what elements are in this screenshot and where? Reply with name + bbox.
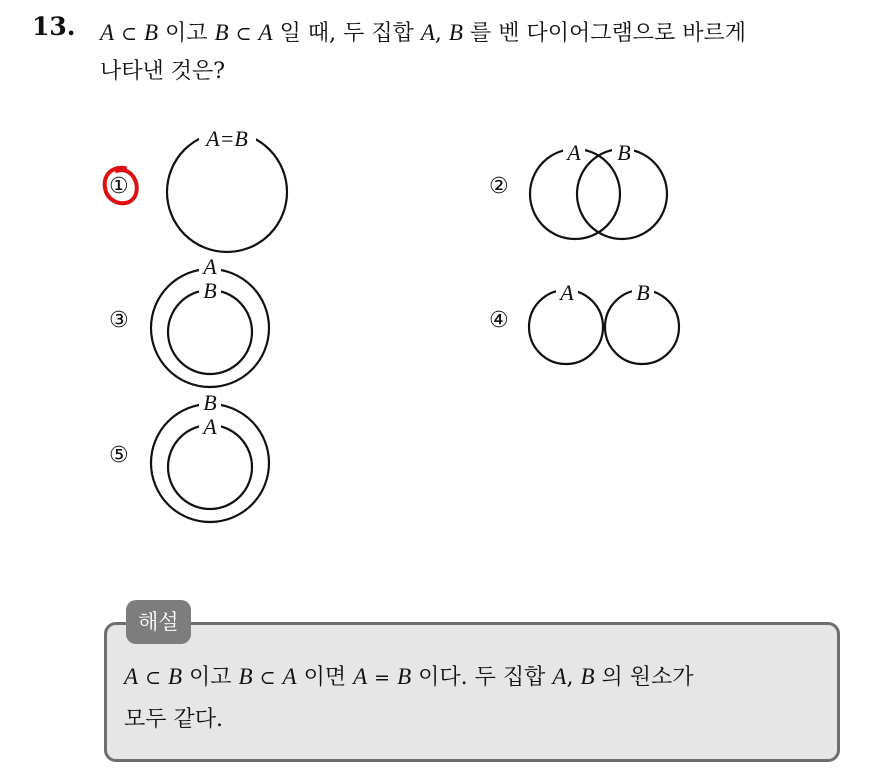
- option-4-diagram[interactable]: [529, 280, 679, 364]
- option-2-number[interactable]: ②: [489, 174, 509, 199]
- option-3-label-inner: B: [203, 278, 217, 303]
- comma: ,: [434, 21, 442, 46]
- set-b: B: [580, 664, 595, 689]
- subset-symbol: ⊂: [145, 667, 161, 689]
- text-fragment: 이면: [296, 665, 354, 690]
- option-4-number[interactable]: ④: [489, 308, 509, 333]
- subset-symbol: ⊂: [235, 23, 252, 45]
- option-5-label-inner: A: [203, 414, 217, 439]
- set-a: A: [282, 664, 297, 689]
- option-3-label-outer: A: [203, 254, 217, 279]
- text-fragment: 이다. 두 집합: [411, 665, 553, 690]
- comma: ,: [566, 665, 574, 690]
- set-b: B: [448, 20, 463, 45]
- text-fragment: 일 때, 두 집합: [272, 21, 421, 46]
- text-fragment: 이고: [182, 665, 239, 690]
- question-line-2: 나타낸 것은?: [100, 59, 226, 84]
- subset-symbol: ⊂: [259, 667, 276, 689]
- option-2-label-b: B: [617, 140, 631, 165]
- set-b: B: [238, 664, 253, 689]
- text-fragment: 를 벤 다이어그램으로 바르게: [462, 21, 746, 46]
- set-a: A: [100, 20, 115, 45]
- option-5-diagram[interactable]: [151, 390, 269, 522]
- set-a: A: [124, 664, 139, 689]
- set-a: A: [353, 664, 368, 689]
- option-3-number[interactable]: ③: [109, 308, 129, 333]
- question-number: 13.: [32, 12, 76, 41]
- option-2-label-a: A: [567, 140, 581, 165]
- solution-line-1: [124, 656, 824, 699]
- option-2-diagram[interactable]: [530, 140, 667, 239]
- option-4-label-b: B: [636, 280, 650, 305]
- option-5-label-outer: B: [203, 390, 217, 415]
- solution-text: [124, 656, 824, 741]
- set-b: B: [167, 664, 183, 689]
- set-b: B: [143, 20, 159, 45]
- subset-symbol: ⊂: [121, 23, 137, 45]
- text-fragment: 의 원소가: [594, 665, 694, 690]
- text-fragment: 이고: [158, 21, 215, 46]
- option-1-number[interactable]: ①: [109, 174, 129, 199]
- set-b: B: [214, 20, 229, 45]
- solution-line-2: 모두 같다.: [124, 707, 223, 732]
- option-1-label: A=B: [206, 126, 248, 151]
- set-a: A: [420, 20, 435, 45]
- option-5-number[interactable]: ⑤: [109, 443, 129, 468]
- set-a: A: [258, 20, 273, 45]
- option-4-label-a: A: [560, 280, 574, 305]
- set-a: A: [552, 664, 567, 689]
- set-b: B: [397, 664, 412, 689]
- equals-symbol: =: [374, 667, 391, 689]
- option-1-diagram[interactable]: [167, 126, 287, 252]
- solution-tag: 해설: [126, 600, 191, 644]
- option-3-diagram[interactable]: [151, 254, 269, 387]
